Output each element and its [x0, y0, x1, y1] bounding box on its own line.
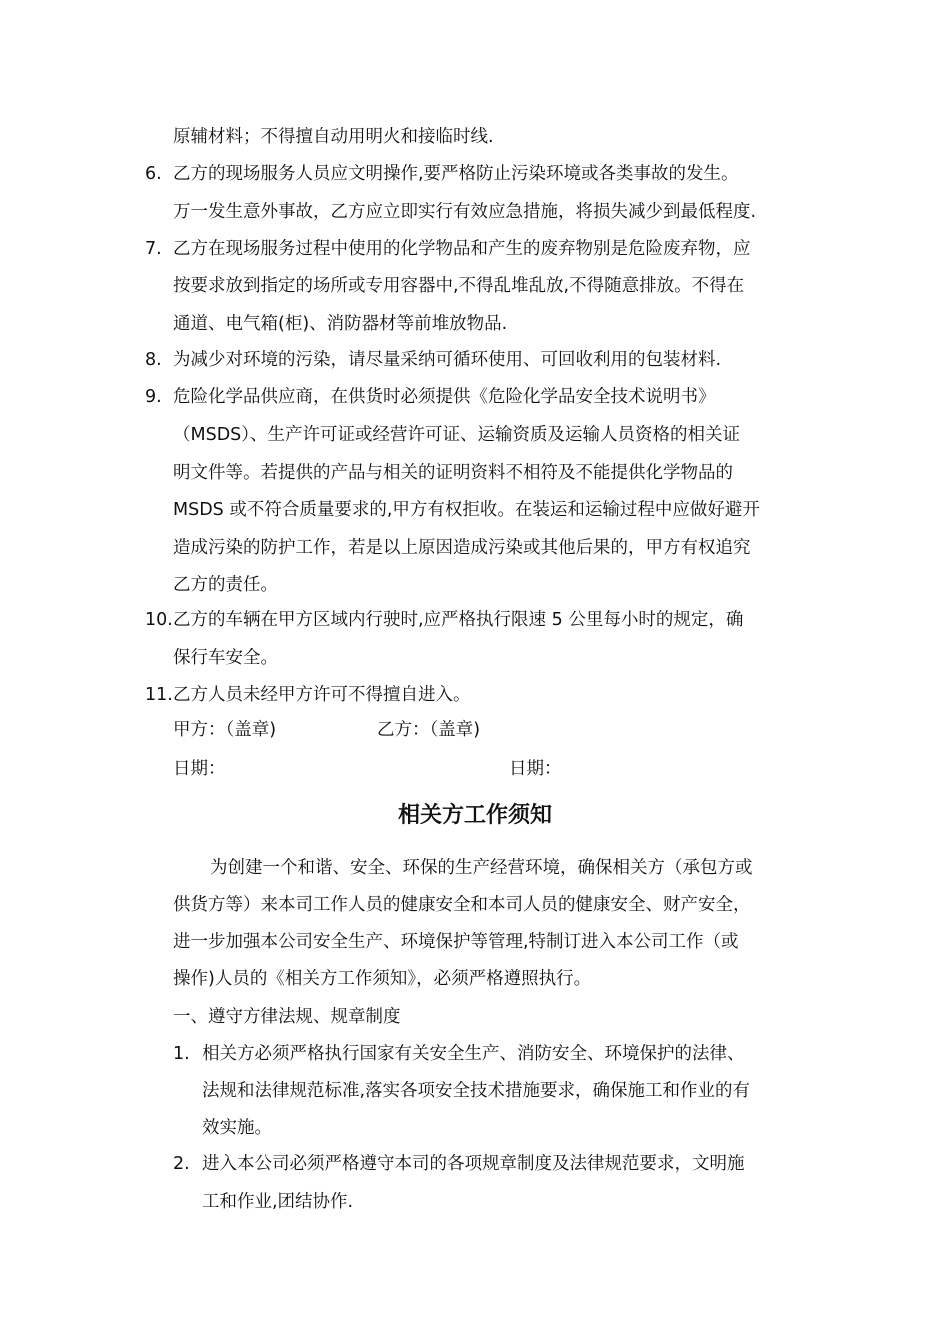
paragraph-line: 为创建一个和谐、安全、环保的生产经营环境，确保相关方（承包方或 — [210, 858, 753, 878]
item-line: 乙方的车辆在甲方区域内行驶时,应严格执行限速 5 公里每小时的规定，确 — [173, 610, 744, 630]
item-line: 效实施。 — [202, 1118, 272, 1138]
item-line: 明文件等。若提供的产品与相关的证明资料不相符及不能提供化学物品的 — [173, 463, 733, 483]
item-number: 11. — [145, 685, 173, 705]
item-number: 9. — [145, 387, 162, 407]
item-number: 6. — [145, 164, 162, 184]
item-line: 按要求放到指定的场所或专用容器中,不得乱堆乱放,不得随意排放。不得在 — [173, 276, 745, 296]
item-number: 1. — [173, 1044, 190, 1064]
item-line: MSDS 或不符合质量要求的,甲方有权拒收。在装运和运输过程中应做好避开 — [173, 500, 760, 520]
section-title: 相关方工作须知 — [397, 803, 552, 828]
section-heading: 一、遵守方律法规、规章制度 — [173, 1007, 401, 1027]
item-line: 万一发生意外事故，乙方应立即实行有效应急措施，将损失减少到最低程度. — [173, 202, 757, 222]
item-line: 进入本公司必须严格遵守本司的各项规章制度及法律规范要求，文明施 — [202, 1154, 745, 1174]
party-a-date: 日期： — [173, 759, 226, 779]
item-line: 保行车安全。 — [173, 648, 278, 668]
item-line: 通道、电气箱(柜)、消防器材等前堆放物品. — [173, 314, 508, 334]
paragraph-line: 进一步加强本公司安全生产、环境保护等管理,特制订进入本公司工作（或 — [173, 932, 739, 952]
item-number: 2. — [173, 1154, 190, 1174]
paragraph-line: 供货方等）来本司工作人员的健康安全和本司人员的健康安全、财产安全， — [173, 895, 751, 915]
item-line: 乙方在现场服务过程中使用的化学物品和产生的废弃物别是危险废弃物，应 — [173, 239, 751, 259]
party-b-date: 日期： — [509, 759, 562, 779]
item-line: 相关方必须严格执行国家有关安全生产、消防安全、环境保护的法律、 — [202, 1044, 745, 1064]
item-number: 10. — [145, 610, 173, 630]
item-line: （MSDS）、生产许可证或经营许可证、运输资质及运输人员资格的相关证 — [173, 425, 741, 445]
party-b-seal: 乙方：（盖章) — [377, 720, 481, 740]
item-line: 危险化学品供应商，在供货时必须提供《危险化学品安全技术说明书》 — [173, 387, 716, 407]
item-line: 造成污染的防护工作，若是以上原因造成污染或其他后果的，甲方有权追究 — [173, 538, 751, 558]
item-line: 法规和法律规范标准,落实各项安全技术措施要求，确保施工和作业的有 — [202, 1081, 751, 1101]
paragraph-line: 操作)人员的《相关方工作须知》，必须严格遵照执行。 — [173, 969, 592, 989]
item-number: 7. — [145, 239, 162, 259]
item-line: 乙方的责任。 — [173, 575, 278, 595]
continuation-line: 原辅材料；不得擅自动用明火和接临时线. — [173, 127, 494, 147]
item-line: 为减少对环境的污染，请尽量采纳可循环使用、可回收利用的包装材料. — [173, 350, 722, 370]
item-line: 乙方的现场服务人员应文明操作,要严格防止污染环境或各类事故的发生。 — [173, 164, 739, 184]
item-line: 乙方人员未经甲方许可不得擅自进入。 — [173, 685, 471, 705]
item-line: 工和作业,团结协作. — [202, 1192, 354, 1212]
item-number: 8. — [145, 350, 162, 370]
party-a-seal: 甲方：（盖章) — [173, 720, 277, 740]
